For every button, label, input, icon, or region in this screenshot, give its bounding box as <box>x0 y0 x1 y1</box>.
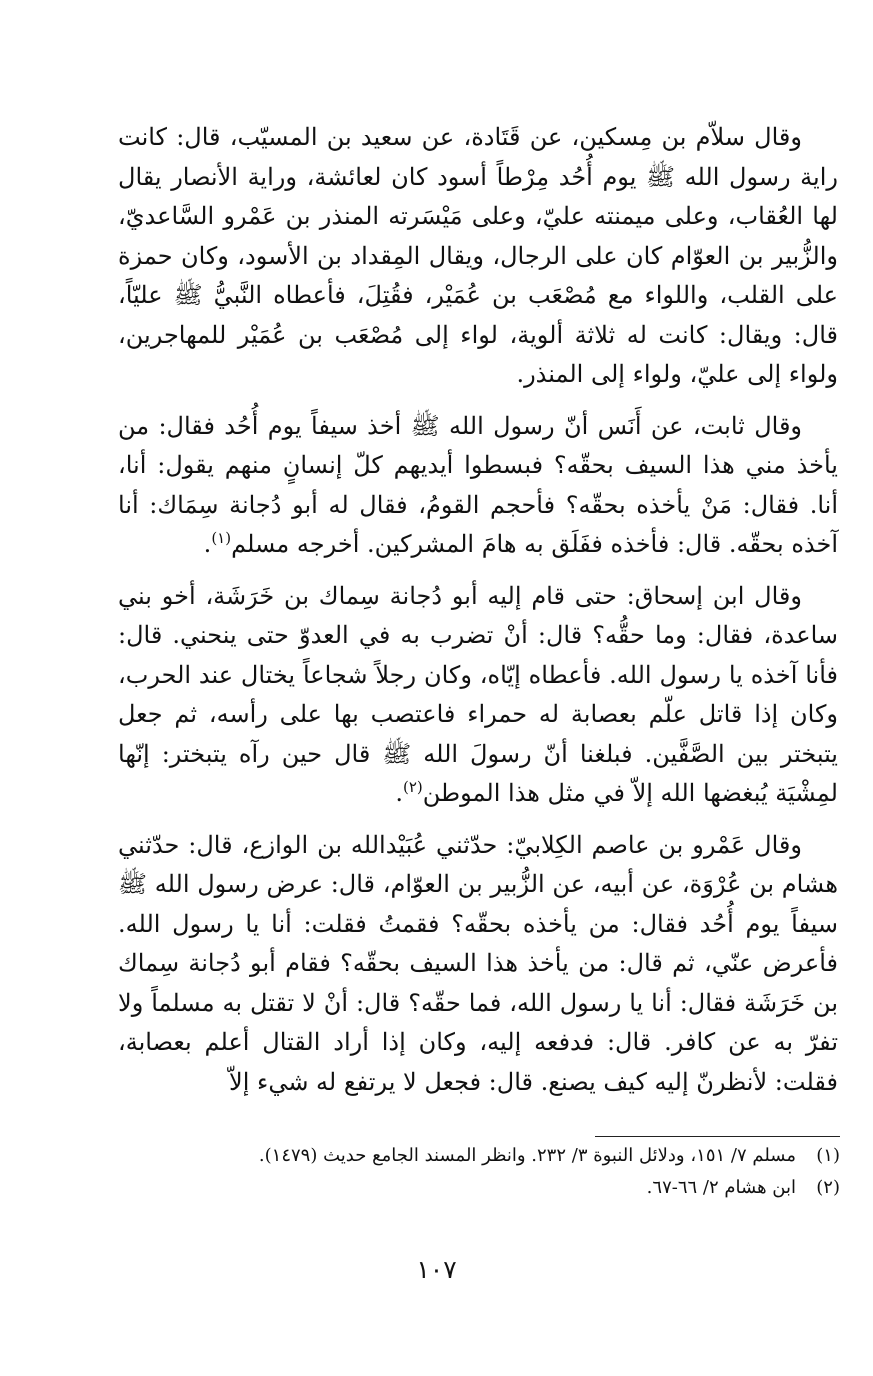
paragraph-text: وقال ابن إسحاق: حتى قام إليه أبو دُجانة سِماك بن خَرَشَة، أخو بني ساعدة، فقال: وما حقُّه؟ قال: أنْ تضرب به في العدوّ حتى ينحني. قال: فأنا آخذه يا رسول الله. فأعطاه إيّاه، وكان رجلاً شجاعاً يختال عند الحرب، وكان إذا قاتل علّم بعصابة له حمراء فاعتصب بها على رأسه، ثم جعل يتبختر بين الصَّفَّين. فبلغنا أنّ رسولَ الله ﷺ قال حين رآه يتبختر: إنّها لمِشْيَة يُبغضها الله إلاّ في مثل هذا الموطن <box>118 581 838 807</box>
footnote-number: (٢) <box>816 1177 840 1198</box>
footnote-text: ابن هشام ٢/ ٦٦-٦٧. <box>646 1177 796 1198</box>
footnote-1 <box>118 1140 840 1172</box>
paragraph-4 <box>118 826 838 1103</box>
main-text <box>118 118 838 1114</box>
footnote-reference: (٢) <box>402 778 423 796</box>
paragraph-2: وقال ثابت، عن أَنَس أنّ رسول الله ﷺ أخذ سيفاً يوم أُحُد فقال: من يأخذ مني هذا السيف بحقّه؟ فبسطوا أيديهم كلّ إنسانٍ منهم يقول: أنا، أنا. فقال: مَنْ يأخذه بحقّه؟ فأحجم القومُ، فقال له أبو دُجانة سِمَاك: أنا آخذه بحقّه. قال: فأخذه ففَلَق به هامَ المشركين. أخرجه مسلم$^{(١)}$. <box>118 411 838 558</box>
footnote-text: مسلم ٧/ ١٥١، ودلائل النبوة ٣/ ٢٣٢. وانظر المسند الجامع حديث (١٤٧٩). <box>258 1145 796 1166</box>
paragraph-1 <box>118 118 838 395</box>
page-number: ١٠٧ <box>416 1255 457 1284</box>
paragraph-text: وقال عَمْرو بن عاصم الكِلابيّ: حدّثني عُبَيْدالله بن الوازع، قال: حدّثني هشام بن عُرْوَة، عن أبيه، عن الزُّبير بن العوّام، قال: عرض رسول الله ﷺ سيفاً يوم أُحُد فقال: من يأخذه بحقّه؟ فقمتُ فقلت: أنا يا رسول الله. فأعرض عنّي، ثم قال: من يأخذ هذا السيف بحقّه؟ فقام أبو دُجانة سِماك بن خَرَشَة فقال: أنا يا رسول الله، فما حقّه؟ قال: أنْ لا تقتل به مسلماً ولا تفرّ به عن كافر. قال: فدفعه إليه، وكان إذا أراد القتال أعلم بعصابة، فقلت: لأنظرنّ إليه كيف يصنع. قال: فجعل لا يرتفع له شيء إلاّ <box>118 830 838 1096</box>
footnote-2 <box>118 1172 840 1204</box>
footnote-number: (١) <box>816 1145 840 1166</box>
paragraph-text: وقال ثابت، عن أَنَس أنّ رسول الله ﷺ أخذ سيفاً يوم أُحُد فقال: من يأخذ مني هذا السيف بحقّه؟ فبسطوا أيديهم كلّ إنسانٍ منهم يقول: أنا، أنا. فقال: مَنْ يأخذه بحقّه؟ فأحجم القومُ، فقال له أبو دُجانة سِمَاك: أنا آخذه بحقّه. قال: فأخذه ففَلَق به هامَ المشركين. أخرجه مسلم <box>118 411 838 558</box>
paragraph-3: وقال ابن إسحاق: حتى قام إليه أبو دُجانة سِماك بن خَرَشَة، أخو بني ساعدة، فقال: وما حقُّه؟ قال: أنْ تضرب به في العدوّ حتى ينحني. قال: فأنا آخذه يا رسول الله. فأعطاه إيّاه، وكان رجلاً شجاعاً يختال عند الحرب، وكان إذا قاتل علّم بعصابة له حمراء فاعتصب بها على رأسه، ثم جعل يتبختر بين الصَّفَّين. فبلغنا أنّ رسولَ الله ﷺ قال حين رآه يتبختر: إنّها لمِشْيَة يُبغضها الله إلاّ في مثل هذا الموطن$^{(٢)}$. <box>118 581 838 807</box>
footnote-reference: (١) <box>211 529 232 547</box>
paragraph-text: وقال سلاّم بن مِسكين، عن قَتَادة، عن سعيد بن المسيّب، قال: كانت راية رسول الله ﷺ يوم أُحُد مِرْطاً أسود كان لعائشة، وراية الأنصار يقال لها العُقاب، وعلى ميمنته عليّ، وعلى مَيْسَرته المنذر بن عَمْرو السَّاعديّ، والزُّبير بن العوّام كان على الرجال، ويقال المِقداد بن الأسود، وكان حمزة على القلب، واللواء مع مُصْعَب بن عُمَيْر، فقُتِلَ، فأعطاه النَّبيُّ ﷺ عليّاً، قال: ويقال: كانت له ثلاثة ألوية، لواء إلى مُصْعَب بن عُمَيْر للمهاجرين، ولواء إلى عليّ، ولواء إلى المنذر. <box>118 123 838 388</box>
footnotes <box>118 1140 840 1204</box>
footnote-divider <box>595 1136 840 1137</box>
